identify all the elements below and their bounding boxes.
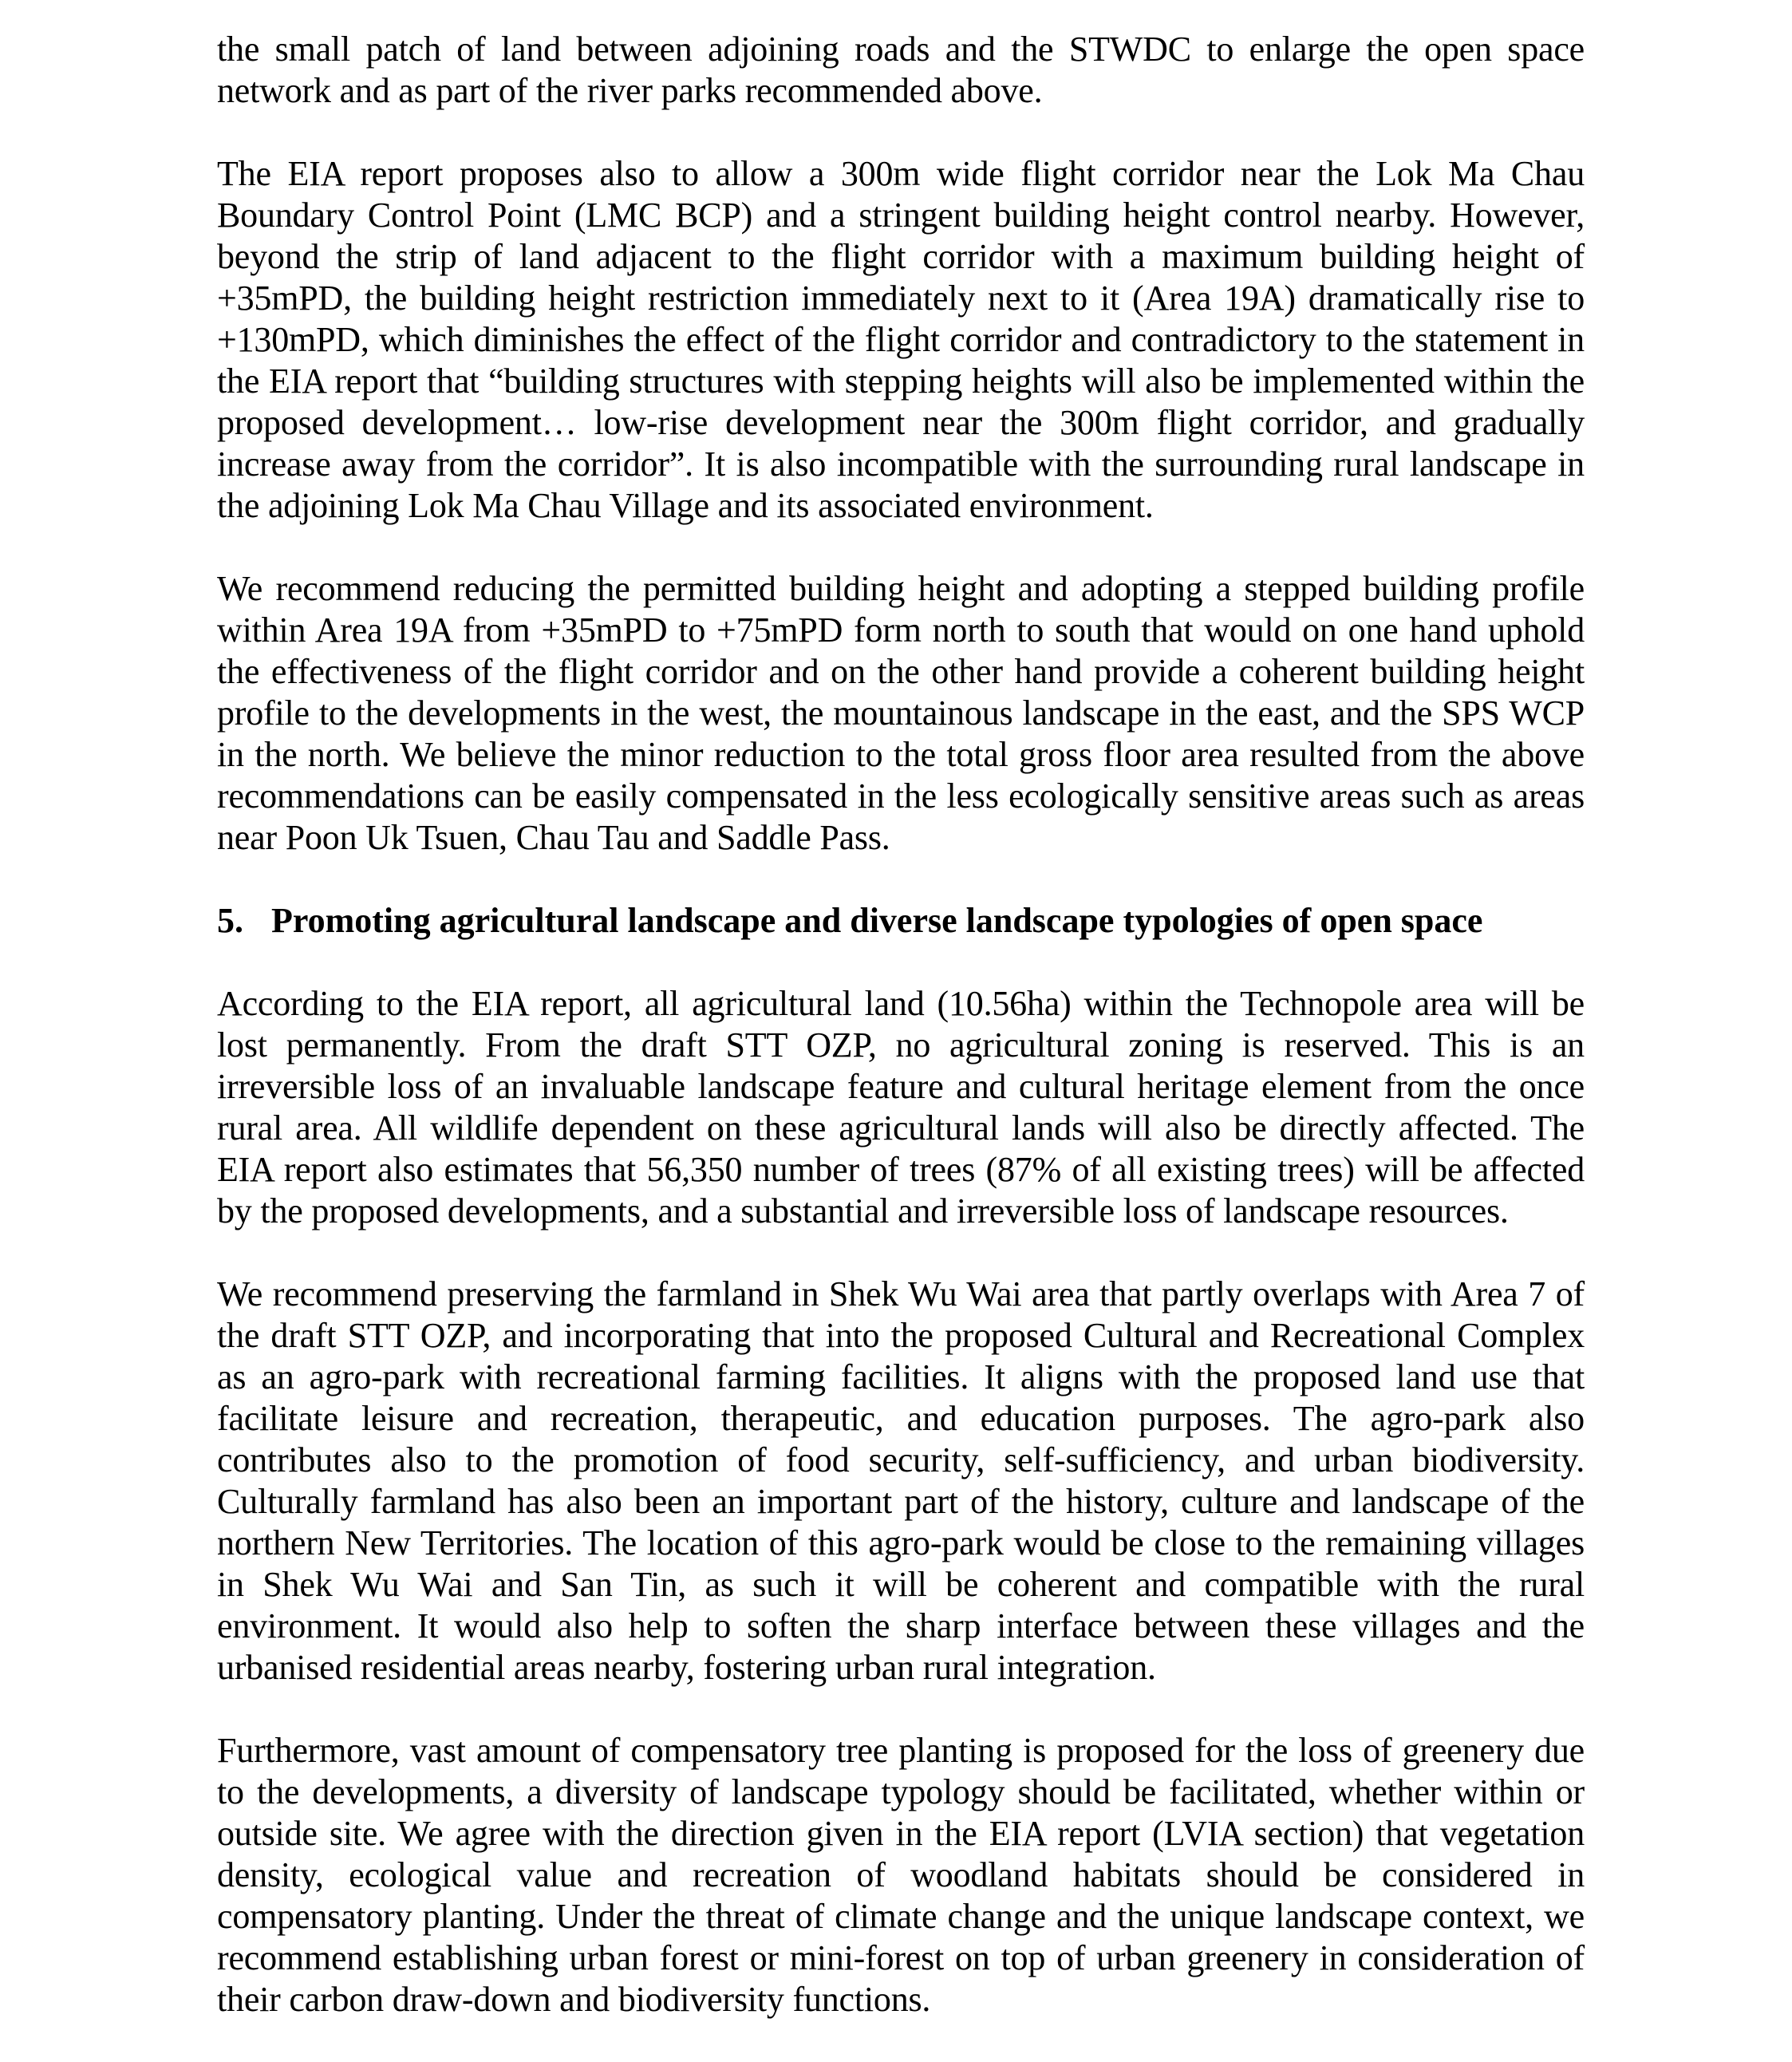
paragraph-building-height-recommendation: We recommend reducing the permitted building height and adopting a stepped building profile within Area 19A from +35mPD to +75mPD form north to south that would on one hand uphold the effectiveness of the flight corridor and on the other hand provide a coherent building height profile to the developments in the west, the mountainous landscape in the east, and the SPS WCP in the north. We believe the minor reduction to the total gross floor area resulted from the above recommendations can be easily compensated in the less ecologically sensitive areas such as areas near Poon Uk Tsuen, Chau Tau and Saddle Pass.	[217, 569, 1585, 857]
paragraph-agricultural-loss: According to the EIA report, all agricultural land (10.56ha) within the Technopole area will be lost permanently. From the draft STT OZP, no agricultural zoning is reserved. This is an irreversible loss of an invaluable landscape feature and cultural heritage element from the once rural area. All wildlife dependent on these agricultural lands will also be directly affected. The EIA report also estimates that 56,350 number of trees (87% of all existing trees) will be affected by the proposed developments, and a substantial and irreversible loss of landscape resources.	[217, 984, 1585, 1230]
paragraph-open-space-continuation: the small patch of land between adjoining roads and the STWDC to enlarge the open space network and as part of the river parks recommended above.	[217, 30, 1585, 110]
paragraph-flight-corridor: The EIA report proposes also to allow a 300m wide flight corridor near the Lok Ma Chau Boundary Control Point (LMC BCP) and a stringent building height control nearby. However, beyond the strip of land adjacent to the flight corridor with a maximum building height of +35mPD, the building height restriction immediately next to it (Area 19A) dramatically rise to +130mPD, which diminishes the effect of the flight corridor and contradictory to the statement in the EIA report that “building structures with stepping heights will also be implemented within the proposed development… low-rise development near the 300m flight corridor, and gradually increase away from the corridor”. It is also incompatible with the surrounding rural landscape in the adjoining Lok Ma Chau Village and its associated environment.	[217, 154, 1585, 525]
section-title: Promoting agricultural landscape and diverse landscape typologies of open space	[271, 901, 1483, 940]
section-number: 5.	[217, 901, 243, 940]
section-heading	[217, 900, 1585, 942]
paragraph-agro-park-recommendation: We recommend preserving the farmland in Shek Wu Wai area that partly overlaps with Area 7 of the draft STT OZP, and incorporating that into the proposed Cultural and Recreational Complex as an agro-park with recreational farming facilities. It aligns with the proposed land use that facilitate leisure and recreation, therapeutic, and education purposes. The agro-park also contributes also to the promotion of food security, self-sufficiency, and urban biodiversity. Culturally farmland has also been an important part of the history, culture and landscape of the northern New Territories. The location of this agro-park would be close to the remaining villages in Shek Wu Wai and San Tin, as such it will be coherent and compatible with the rural environment. It would also help to soften the sharp interface between these villages and the urbanised residential areas nearby, fostering urban rural integration.	[217, 1274, 1585, 1687]
document-page	[217, 29, 1585, 2062]
paragraph-compensatory-planting: Furthermore, vast amount of compensatory tree planting is proposed for the loss of greenery due to the developments, a diversity of landscape typology should be facilitated, whether within or outside site. We agree with the direction given in the EIA report (LVIA section) that vegetation density, ecological value and recreation of woodland habitats should be considered in compensatory planting. Under the threat of climate change and the unique landscape context, we recommend establishing urban forest or mini-forest on top of urban greenery in consideration of their carbon draw-down and biodiversity functions.	[217, 1731, 1585, 2019]
